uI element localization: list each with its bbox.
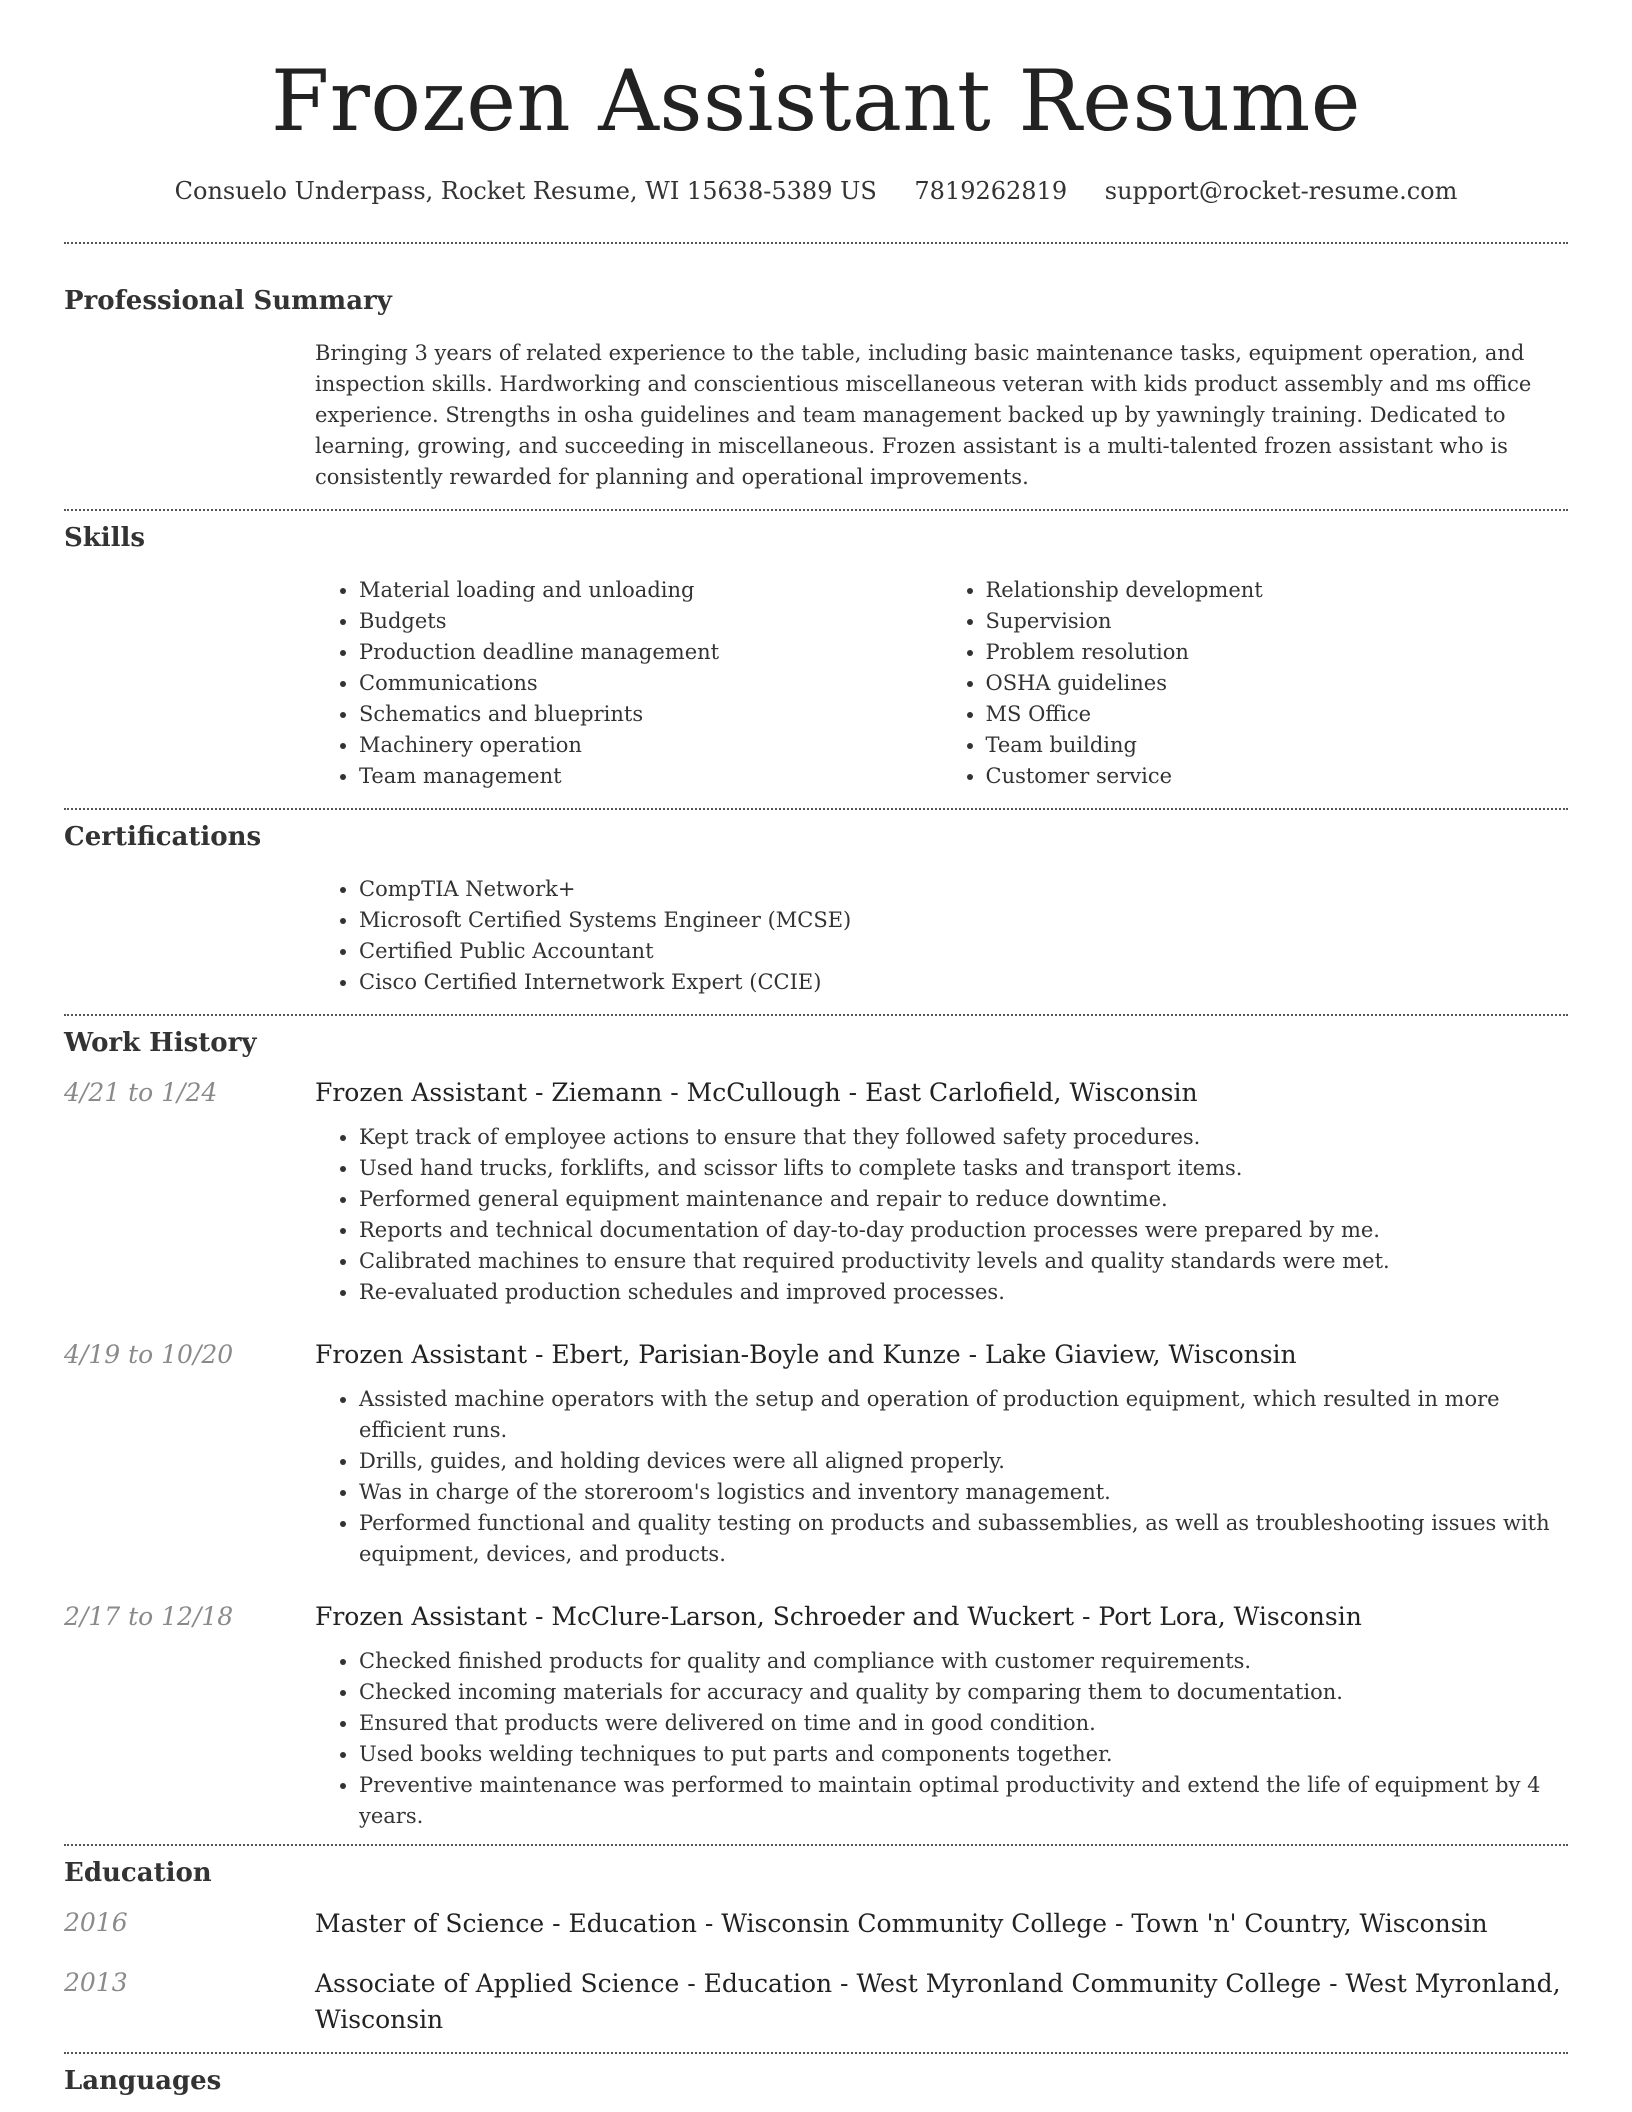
certifications-section bbox=[64, 820, 1568, 998]
job-body bbox=[315, 1338, 1568, 1570]
job-bullet: • Performed functional and quality testing on products and subassemblies, as well as troubleshooting issues with equipment, devices, and products. bbox=[359, 1508, 1568, 1570]
skill-item: • Supervision bbox=[986, 606, 1569, 637]
languages-section bbox=[64, 2064, 1568, 2098]
skill-item: • Customer service bbox=[986, 761, 1569, 792]
job-bullet: • Ensured that products were delivered on time and in good condition. bbox=[359, 1708, 1568, 1739]
job-bullet: • Checked finished products for quality and compliance with customer requirements. bbox=[359, 1646, 1568, 1677]
job-bullet: • Performed general equipment maintenance and repair to reduce downtime. bbox=[359, 1184, 1568, 1215]
skill-item: • Problem resolution bbox=[986, 637, 1569, 668]
work-history-section bbox=[64, 1026, 1568, 1832]
skill-item: • MS Office bbox=[986, 699, 1569, 730]
divider bbox=[64, 509, 1568, 511]
skill-item: • Team management bbox=[359, 761, 942, 792]
skill-item: • Production deadline management bbox=[359, 637, 942, 668]
divider bbox=[64, 808, 1568, 810]
job-title: Frozen Assistant - McClure-Larson, Schroeder and Wuckert - Port Lora, Wisconsin bbox=[315, 1602, 1362, 1631]
summary-text: Bringing 3 years of related experience to the table, including basic maintenance tasks, equipment operation, and inspection skills. Hardworking and conscientious miscellaneous veteran with kids product assembly and ms office experience. Strengths in osha guidelines and team management backed up by yawningly training. Dedicated to learning, growing, and succeeding in miscellaneous. Frozen assistant is a multi-talented frozen assistant who is consistently rewarded for planning and operational improvements. bbox=[315, 341, 1532, 489]
skill-item: • Relationship development bbox=[986, 575, 1569, 606]
skill-item: • Schematics and blueprints bbox=[359, 699, 942, 730]
certification-item: • CompTIA Network+ bbox=[359, 874, 1568, 905]
summary-section bbox=[64, 284, 1568, 493]
certification-item: • Certified Public Accountant bbox=[359, 936, 1568, 967]
job-bullets bbox=[315, 1646, 1568, 1832]
education-section bbox=[64, 1856, 1568, 2038]
skill-item: • Budgets bbox=[359, 606, 942, 637]
job-body bbox=[315, 1600, 1568, 1832]
education-title: Associate of Applied Science - Education - West Myronland Community College - West Myronland, Wisconsin bbox=[315, 1969, 1561, 2034]
contact-address: Consuelo Underpass, Rocket Resume, WI 15638-5389 US bbox=[174, 177, 877, 205]
job-bullets bbox=[315, 1384, 1568, 1570]
job-bullet: • Kept track of employee actions to ensure that they followed safety procedures. bbox=[359, 1122, 1568, 1153]
job-entry bbox=[64, 1338, 1568, 1570]
divider bbox=[64, 242, 1568, 244]
job-bullet: • Used hand trucks, forklifts, and scissor lifts to complete tasks and transport items. bbox=[359, 1153, 1568, 1184]
education-year: 2016 bbox=[64, 1908, 128, 1937]
job-entry bbox=[64, 1076, 1568, 1308]
education-heading: Education bbox=[64, 1858, 212, 1888]
job-bullet: • Preventive maintenance was performed to maintain optimal productivity and extend the life of equipment by 4 years. bbox=[359, 1770, 1568, 1832]
job-list bbox=[64, 1076, 1568, 1832]
contact-line bbox=[64, 176, 1568, 206]
divider bbox=[64, 1844, 1568, 1846]
job-title: Frozen Assistant - Ziemann - McCullough - East Carlofield, Wisconsin bbox=[315, 1078, 1198, 1107]
summary-heading: Professional Summary bbox=[64, 286, 392, 316]
education-year: 2013 bbox=[64, 1968, 128, 1997]
languages-heading: Languages bbox=[64, 2066, 222, 2096]
job-dates: 4/19 to 10/20 bbox=[64, 1340, 234, 1369]
skill-item: • OSHA guidelines bbox=[986, 668, 1569, 699]
contact-email: support@rocket-resume.com bbox=[1104, 177, 1458, 205]
divider bbox=[64, 1014, 1568, 1016]
skill-item: • Team building bbox=[986, 730, 1569, 761]
resume-page bbox=[64, 0, 1568, 2098]
job-bullet: • Assisted machine operators with the setup and operation of production equipment, which resulted in more efficient runs. bbox=[359, 1384, 1568, 1446]
job-bullet: • Calibrated machines to ensure that required productivity levels and quality standards were met. bbox=[359, 1246, 1568, 1277]
job-bullet: • Reports and technical documentation of day-to-day production processes were prepared by me. bbox=[359, 1215, 1568, 1246]
certification-item: • Microsoft Certified Systems Engineer (MCSE) bbox=[359, 905, 1568, 936]
certifications-list bbox=[315, 874, 1568, 998]
job-bullet: • Was in charge of the storeroom's logistics and inventory management. bbox=[359, 1477, 1568, 1508]
job-bullet: • Re-evaluated production schedules and improved processes. bbox=[359, 1277, 1568, 1308]
skills-list-right bbox=[942, 575, 1569, 792]
resume-name: Frozen Assistant Resume bbox=[270, 52, 1362, 150]
skills-heading: Skills bbox=[64, 523, 146, 553]
job-dates: 2/17 to 12/18 bbox=[64, 1602, 234, 1631]
divider bbox=[64, 2052, 1568, 2054]
skill-item: • Communications bbox=[359, 668, 942, 699]
skills-section bbox=[64, 521, 1568, 792]
job-bullet: • Used books welding techniques to put parts and components together. bbox=[359, 1739, 1568, 1770]
contact-phone: 7819262819 bbox=[914, 177, 1068, 205]
certifications-heading: Certifications bbox=[64, 822, 262, 852]
education-title: Master of Science - Education - Wisconsin Community College - Town 'n' Country, Wisconsin bbox=[315, 1909, 1488, 1938]
skills-list-left bbox=[315, 575, 942, 792]
certification-item: • Cisco Certified Internetwork Expert (CCIE) bbox=[359, 967, 1568, 998]
job-dates: 4/21 to 1/24 bbox=[64, 1078, 218, 1107]
education-entry bbox=[64, 1906, 1568, 1942]
skill-item: • Material loading and unloading bbox=[359, 575, 942, 606]
job-bullet: • Drills, guides, and holding devices were all aligned properly. bbox=[359, 1446, 1568, 1477]
work-history-heading: Work History bbox=[64, 1028, 257, 1058]
job-entry bbox=[64, 1600, 1568, 1832]
skill-item: • Machinery operation bbox=[359, 730, 942, 761]
job-bullet: • Checked incoming materials for accuracy and quality by comparing them to documentation. bbox=[359, 1677, 1568, 1708]
education-list bbox=[64, 1906, 1568, 2038]
job-body bbox=[315, 1076, 1568, 1308]
job-title: Frozen Assistant - Ebert, Parisian-Boyle and Kunze - Lake Giaview, Wisconsin bbox=[315, 1340, 1297, 1369]
job-bullets bbox=[315, 1122, 1568, 1308]
education-entry bbox=[64, 1966, 1568, 2038]
